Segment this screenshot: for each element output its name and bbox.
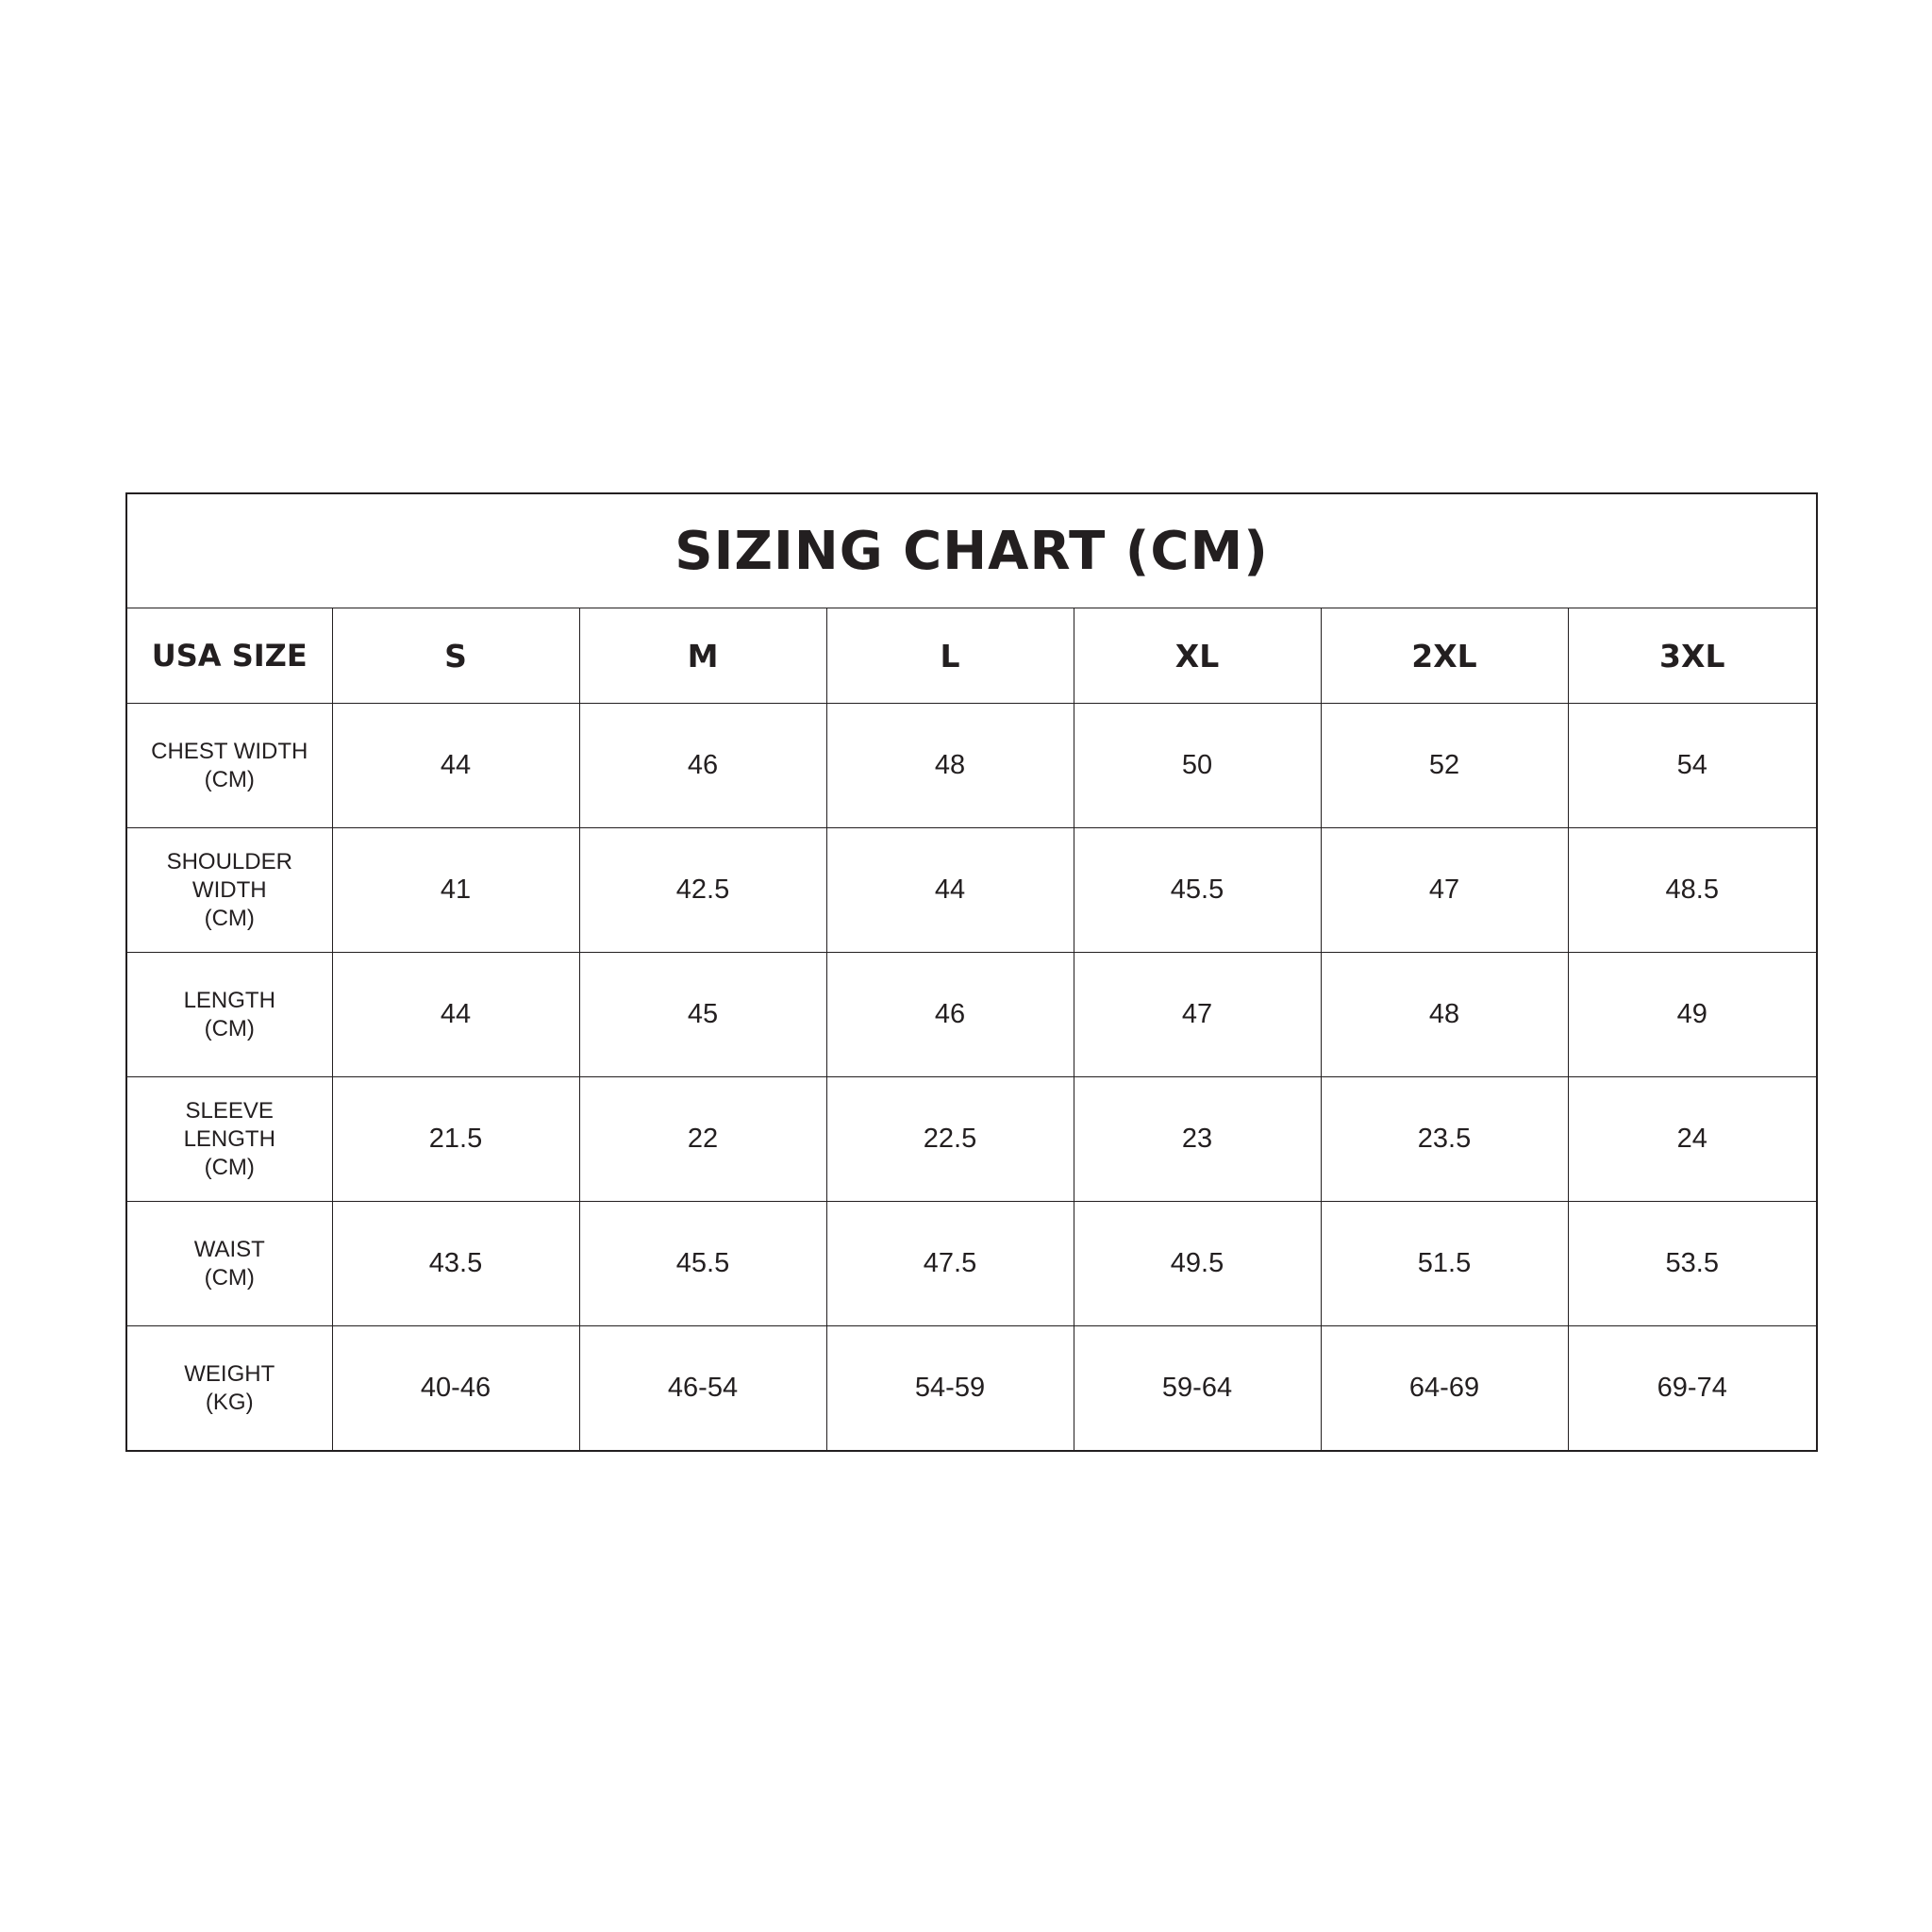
- table-cell: 22.5: [826, 1077, 1074, 1202]
- table-cell: 24: [1568, 1077, 1817, 1202]
- row-label-line: (CM): [204, 1015, 255, 1041]
- table-cell: 49.5: [1074, 1202, 1321, 1326]
- row-label: [126, 704, 332, 828]
- table-cell: 54: [1568, 704, 1817, 828]
- table-cell: 42.5: [579, 828, 826, 953]
- sizing-chart: [125, 492, 1816, 1452]
- table-row: [126, 1077, 1817, 1202]
- row-label: [126, 1077, 332, 1202]
- sizing-table: [125, 492, 1818, 1452]
- table-cell: 59-64: [1074, 1326, 1321, 1452]
- corner-header: USA SIZE: [126, 608, 332, 704]
- table-cell: 21.5: [332, 1077, 579, 1202]
- column-header: XL: [1074, 608, 1321, 704]
- row-label-line: LENGTH: [183, 987, 275, 1013]
- row-label-line: WEIGHT: [184, 1360, 275, 1387]
- column-header: 3XL: [1568, 608, 1817, 704]
- table-cell: 45: [579, 953, 826, 1077]
- table-cell: 69-74: [1568, 1326, 1817, 1452]
- table-cell: 49: [1568, 953, 1817, 1077]
- table-cell: 52: [1321, 704, 1568, 828]
- row-label: [126, 953, 332, 1077]
- table-cell: 47: [1321, 828, 1568, 953]
- table-cell: 23: [1074, 1077, 1321, 1202]
- row-label-line: LENGTH: [183, 1125, 275, 1152]
- table-cell: 47.5: [826, 1202, 1074, 1326]
- table-body: [126, 704, 1817, 1452]
- row-label-line: SLEEVE: [185, 1097, 274, 1124]
- table-cell: 54-59: [826, 1326, 1074, 1452]
- table-row: [126, 953, 1817, 1077]
- column-header: S: [332, 608, 579, 704]
- table-row: [126, 704, 1817, 828]
- table-cell: 23.5: [1321, 1077, 1568, 1202]
- row-label-line: WIDTH: [192, 876, 267, 903]
- table-cell: 22: [579, 1077, 826, 1202]
- table-cell: 48.5: [1568, 828, 1817, 953]
- table-cell: 41: [332, 828, 579, 953]
- header-row: [126, 608, 1817, 704]
- table-cell: 46: [579, 704, 826, 828]
- column-header: M: [579, 608, 826, 704]
- row-label: [126, 828, 332, 953]
- row-label-line: (CM): [204, 1154, 255, 1180]
- table-cell: 45.5: [1074, 828, 1321, 953]
- column-header: 2XL: [1321, 608, 1568, 704]
- row-label-line: (CM): [204, 905, 255, 931]
- table-cell: 44: [332, 704, 579, 828]
- column-header: L: [826, 608, 1074, 704]
- table-cell: 43.5: [332, 1202, 579, 1326]
- row-label-line: CHEST WIDTH: [151, 738, 308, 764]
- table-cell: 53.5: [1568, 1202, 1817, 1326]
- row-label: [126, 1326, 332, 1452]
- table-cell: 44: [826, 828, 1074, 953]
- table-cell: 48: [826, 704, 1074, 828]
- row-label: [126, 1202, 332, 1326]
- table-cell: 40-46: [332, 1326, 579, 1452]
- row-label-line: (KG): [205, 1389, 254, 1415]
- table-cell: 48: [1321, 953, 1568, 1077]
- table-cell: 64-69: [1321, 1326, 1568, 1452]
- table-cell: 51.5: [1321, 1202, 1568, 1326]
- chart-title: SIZING CHART (CM): [126, 493, 1817, 608]
- table-cell: 46-54: [579, 1326, 826, 1452]
- table-cell: 46: [826, 953, 1074, 1077]
- table-row: [126, 1202, 1817, 1326]
- row-label-line: (CM): [204, 1264, 255, 1291]
- table-cell: 50: [1074, 704, 1321, 828]
- table-row: [126, 1326, 1817, 1452]
- table-cell: 47: [1074, 953, 1321, 1077]
- row-label-line: (CM): [204, 766, 255, 792]
- table-cell: 45.5: [579, 1202, 826, 1326]
- row-label-line: SHOULDER: [166, 848, 292, 874]
- table-cell: 44: [332, 953, 579, 1077]
- row-label-line: WAIST: [193, 1236, 265, 1262]
- table-row: [126, 828, 1817, 953]
